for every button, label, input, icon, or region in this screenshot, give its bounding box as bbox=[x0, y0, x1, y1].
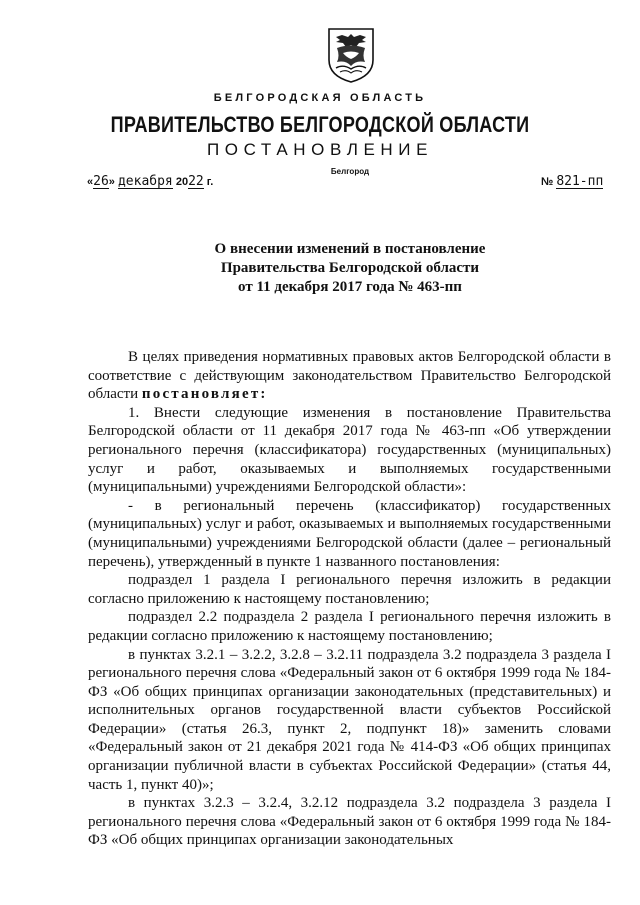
title-line-1: О внесении изменений в постановление bbox=[214, 241, 486, 257]
date-year-prefix: 20 bbox=[175, 176, 189, 188]
date-quote-open: « bbox=[87, 176, 94, 188]
coat-of-arms-emblem bbox=[326, 26, 376, 84]
body-paragraph-2: - в региональный перечень (классификатор) государственных (муниципальных) услуг и работ, оказываемых и выполняемых государственными (муниципальными) учреждениями Белгородской области (далее – региональный перечень), утвержденный в пункте 1 названного постановления: bbox=[88, 497, 611, 570]
document-number bbox=[541, 175, 603, 189]
title-line-2: Правительства Белгородской области bbox=[220, 260, 480, 276]
city-name: Белгород bbox=[330, 167, 370, 176]
number-prefix: № bbox=[541, 176, 554, 188]
body-paragraph-1: 1. Внести следующие изменения в постановление Правительства Белгородской области от 11 декабря 2017 года № 463-пп «Об утверждении регионального перечня (классификатора) государственных (муниципальных) услуг и работ, оказываемых и выполняемых государственными (муниципальными) учреждениями Белгородской области»: bbox=[88, 404, 611, 496]
region-name: БЕЛГОРОДСКАЯ ОБЛАСТЬ bbox=[213, 92, 427, 104]
document-title bbox=[0, 240, 640, 297]
document-type: ПОСТАНОВЛЕНИЕ bbox=[206, 140, 434, 159]
date-quote-close: » bbox=[108, 176, 115, 188]
document-body bbox=[88, 348, 611, 850]
date-month: декабря bbox=[117, 174, 173, 189]
title-line-3: от 11 декабря 2017 года № 463-пп bbox=[238, 279, 462, 295]
intro-paragraph bbox=[88, 348, 611, 404]
date-year-abbr: г. bbox=[206, 176, 214, 188]
intro-text: В целях приведения нормативных правовых актов Белгородской области в соответствие с действующим законодательством Правительство Белгородской области bbox=[88, 349, 611, 403]
date-day: 26 bbox=[93, 174, 109, 189]
resolves-word: постановляет: bbox=[141, 386, 268, 403]
body-paragraph-5: в пунктах 3.2.1 – 3.2.2, 3.2.8 – 3.2.11 подраздела 3.2 подраздела 3 раздела I регионального перечня слова «Федеральный закон от 6 октября 1999 года № 184-ФЗ «Об общих принципах организации законодательных (представительных) и исполнительных органов государственной власти субъектов Российской Федерации» (статья 26.3, пункт 2, подпункт 18)» заменить словами «Федеральный закон от 21 декабря 2021 года № 414-ФЗ «Об общих принципах организации публичной власти в субъектах Российской Федерации» (статья 44, часть 1, пункт 40)»; bbox=[88, 646, 611, 793]
date-year-suffix: 22 bbox=[188, 174, 204, 189]
number-value: 821-пп bbox=[556, 174, 604, 189]
body-paragraph-6: в пунктах 3.2.3 – 3.2.4, 3.2.12 подраздела 3.2 подраздела 3 раздела I регионального перечня слова «Федеральный закон от 6 октября 1999 года № 184-ФЗ «Об общих принципах организации законодательных bbox=[88, 795, 611, 849]
body-paragraph-4: подраздел 2.2 подраздела 2 раздела I регионального перечня изложить в редакции согласно приложению к настоящему постановлению; bbox=[88, 609, 611, 644]
document-date bbox=[87, 175, 213, 189]
government-name: ПРАВИТЕЛЬСТВО БЕЛГОРОДСКОЙ ОБЛАСТИ bbox=[110, 112, 530, 137]
body-paragraph-3: подраздел 1 раздела I регионального перечня изложить в редакции согласно приложению к настоящему постановлению; bbox=[88, 572, 611, 607]
